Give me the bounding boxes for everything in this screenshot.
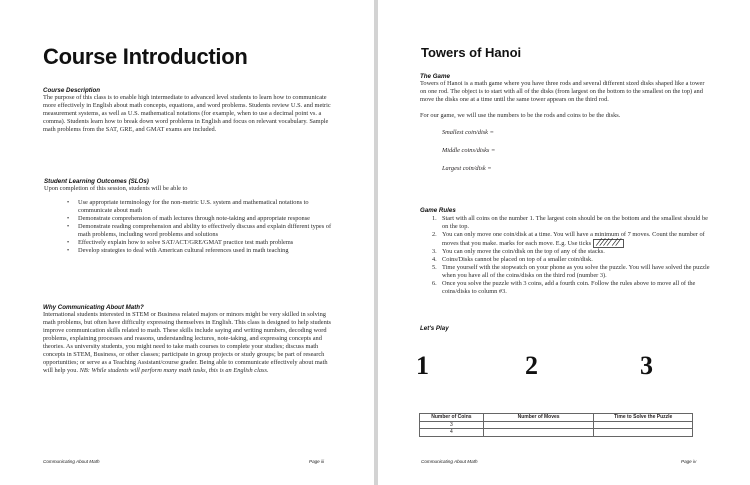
results-table xyxy=(419,413,693,437)
list-number: 1. xyxy=(432,215,437,222)
rule-text: Once you solve the puzzle with 3 coins, add a fourth coin. Follow the rules above to move all of the coins/disks to column #3. xyxy=(442,280,696,295)
footer-left: Communicating About Math xyxy=(421,459,478,464)
rules-section xyxy=(420,207,710,296)
course-description-heading: Course Description xyxy=(43,87,101,94)
list-number: 3. xyxy=(432,248,437,255)
slo-intro: Upon completion of this session, students will be able to xyxy=(44,185,188,192)
slo-section xyxy=(44,178,336,255)
list-number: 4. xyxy=(432,256,437,263)
page-title: Course Introduction xyxy=(43,44,248,69)
header-time-to-solve: Time to Solve the Puzzle xyxy=(594,414,693,422)
lets-play-heading: Let's Play xyxy=(420,325,449,332)
header-number-of-moves: Number of Moves xyxy=(483,414,594,422)
largest-coin-label: Largest coin/disk = xyxy=(442,165,492,172)
list-item: • Demonstrate reading comprehension and ability to effectively discuss and explain different types of math problems, including word problems and solutions xyxy=(67,223,336,239)
list-item: • Demonstrate comprehension of math lectures through note-taking and appropriate response xyxy=(67,215,336,223)
list-item xyxy=(432,280,710,296)
list-item xyxy=(432,256,710,264)
rules-list xyxy=(420,215,710,296)
time-cell[interactable] xyxy=(594,429,693,437)
why-section xyxy=(43,304,336,375)
page-number: Page iii xyxy=(309,459,325,464)
rule-text: Start with all coins on the number 1. The largest coin should be on the bottom and the smallest should be on the top. xyxy=(442,215,708,230)
footer-left: Communicating About Math xyxy=(43,459,100,464)
rules-heading: Game Rules xyxy=(420,207,456,214)
table-row xyxy=(420,429,693,437)
rule-text: You can only move one coin/disk at a time. You will have a minimum of 7 moves. Count the number of moves that you make. marks for each move. E.g. Use ticks xyxy=(442,231,705,247)
game-text-2: For our game, we will use the numbers to be the rods and coins to be the disks. xyxy=(420,112,621,119)
list-item xyxy=(432,231,710,248)
list-item: • Use appropriate terminology for the non-metric U.S. system and mathematical notations to communicate about math xyxy=(67,199,336,215)
course-description-section xyxy=(43,87,336,134)
rule-text: You can only move the coin/disk on the top of any of the stacks. xyxy=(442,248,605,255)
header-number-of-coins: Number of Coins xyxy=(420,414,484,422)
why-heading: Why Communicating About Math? xyxy=(43,304,144,311)
list-number: 6. xyxy=(432,280,437,287)
rule-text: Coins/Disks cannot be placed on top of a smaller coin/disk. xyxy=(442,256,593,263)
game-section xyxy=(420,73,710,183)
tally-ticks-example: ╱╱╱╱ ╱╱ xyxy=(593,239,624,248)
moves-cell[interactable] xyxy=(483,421,594,429)
slo-heading: Student Learning Outcomes (SLOs) xyxy=(44,178,149,185)
page-number: Page iv xyxy=(681,459,697,464)
smallest-coin-label: Smallest coin/disk = xyxy=(442,129,494,136)
list-item: • Effectively explain how to solve SAT/ACT/GRE/GMAT practice test math problems xyxy=(67,239,336,247)
rod-2-label: 2 xyxy=(525,351,538,380)
slo-list xyxy=(44,199,336,255)
why-note: NB: While students will perform many math tasks, this is an English class. xyxy=(79,367,269,374)
equation-list xyxy=(420,129,710,173)
list-item xyxy=(432,215,710,231)
list-item xyxy=(432,264,710,280)
page-title: Towers of Hanoi xyxy=(421,45,522,60)
list-number: 2. xyxy=(432,231,437,238)
rule-text: Time yourself with the stopwatch on your phone as you solve the puzzle. You will have solved the puzzle when you have all of the coins/disks on the third rod (number 3). xyxy=(442,264,710,279)
coins-cell: 3 xyxy=(420,421,484,429)
time-cell[interactable] xyxy=(594,421,693,429)
list-item xyxy=(432,248,710,256)
page-iv xyxy=(378,0,750,485)
course-description-text: The purpose of this class is to enable high intermediate to advanced level students to learn how to communicate more effectively in English about math concepts, equations, and word problems. Students review U.S. and metric measurement systems, as well as U.S. mathematical notations (for example, when to use a decimal point vs. a comma). Students learn how to break down word problems in English and focus on relevant vocabulary. Sample math problems from the SAT, GRE, and GMAT exams are included. xyxy=(43,94,331,133)
coins-cell: 4 xyxy=(420,429,484,437)
middle-coins-label: Middle coins/disks = xyxy=(442,147,496,154)
why-text xyxy=(43,311,336,375)
table-row xyxy=(420,421,693,429)
moves-cell[interactable] xyxy=(483,429,594,437)
page-iii xyxy=(0,0,374,485)
list-number: 5. xyxy=(432,264,437,271)
rod-1-label: 1 xyxy=(416,351,429,380)
why-body: International students interested in STEM or Business related majors or minors might be very skilled in solving math problems, but often have difficulty expressing themselves in English. This class is designed to help students improve communication skills related to math. These skills include saying and writing numbers, decoding word problems, explaining processes and reasons, understanding lectures, note-taking, and expressing concepts and theories. As university students, you might need to take math courses to complete your studies; discuss math concepts in STEM, Business, or other classes; participate in group projects or study groups; be part of research opportunities; or serve as a Teaching Assistant/course grader. Being able to communicate effectively about math will help you. xyxy=(43,311,332,374)
game-text: Towers of Hanoi is a math game where you have three rods and several different sized disks shaped like a tower on one rod. The object is to start with all of the disks (from largest on the bottom to the smallest on the top) and move the disks one at a time until the same tower appears on the third rod. xyxy=(420,80,705,103)
table-header-row xyxy=(420,414,693,422)
rod-3-label: 3 xyxy=(640,351,653,380)
game-heading: The Game xyxy=(420,73,450,80)
list-item: • Develop strategies to deal with American cultural references used in math teaching xyxy=(67,247,336,255)
